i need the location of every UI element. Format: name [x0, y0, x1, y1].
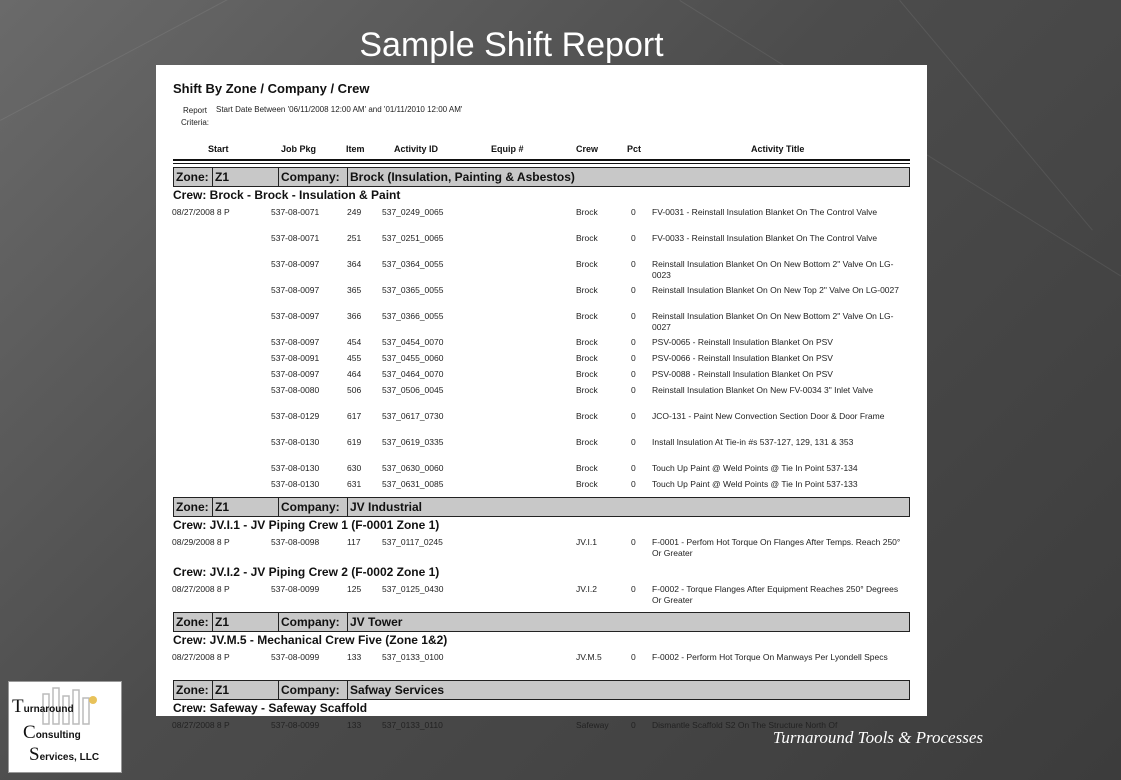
column-header: Activity ID — [394, 144, 439, 154]
activity-id-cell: 537_0366_0055 — [382, 311, 444, 321]
activity-id-cell: 537_0251_0065 — [382, 233, 444, 243]
activity-title-cell: PSV-0065 - Reinstall Insulation Blanket On PSV — [652, 337, 833, 347]
activity-id-cell: 537_0506_0045 — [382, 385, 444, 395]
logo-line-1: Turnaround — [12, 696, 74, 717]
zone-divider — [347, 613, 348, 631]
pct-cell: 0 — [631, 259, 636, 269]
item-cell: 251 — [347, 233, 362, 243]
crew-heading: Crew: JV.I.1 - JV Piping Crew 1 (F-0001 Zone 1) — [173, 518, 440, 532]
crew-heading: Crew: JV.I.2 - JV Piping Crew 2 (F-0002 Zone 1) — [173, 565, 440, 579]
column-header: Job Pkg — [281, 144, 317, 154]
pct-cell: 0 — [631, 479, 636, 489]
column-header: Equip # — [491, 144, 524, 154]
activity-title-cell: FV-0033 - Reinstall Insulation Blanket On The Control Valve — [652, 233, 878, 243]
pct-cell: 0 — [631, 369, 636, 379]
job-pkg-cell: 537-08-0071 — [271, 207, 320, 217]
job-pkg-cell: 537-08-0129 — [271, 411, 320, 421]
zone-divider — [347, 168, 348, 186]
item-cell: 454 — [347, 337, 362, 347]
zone-divider — [347, 498, 348, 516]
zone-divider — [278, 168, 279, 186]
report-criteria-value: Start Date Between '06/11/2008 12:00 AM' and '01/11/2010 12:00 AM' — [216, 105, 463, 114]
crew-cell: Brock — [576, 337, 598, 347]
item-cell: 455 — [347, 353, 362, 363]
job-pkg-cell: 537-08-0097 — [271, 337, 320, 347]
start-cell: 08/29/2008 8 P — [172, 537, 230, 547]
item-cell: 630 — [347, 463, 362, 473]
pct-cell: 0 — [631, 537, 636, 547]
crew-heading: Crew: Brock - Brock - Insulation & Paint — [173, 188, 401, 202]
activity-id-cell: 537_0249_0065 — [382, 207, 444, 217]
activity-title-cell: FV-0031 - Reinstall Insulation Blanket On The Control Valve — [652, 207, 878, 217]
report-criteria-label: Report Criteria: — [180, 106, 209, 127]
slide-title: Sample Shift Report — [359, 26, 664, 64]
pct-cell: 0 — [631, 233, 636, 243]
crew-cell: JV.M.5 — [576, 652, 602, 662]
crew-heading: Crew: JV.M.5 - Mechanical Crew Five (Zone 1&2) — [173, 633, 448, 647]
zone-bar — [173, 680, 910, 700]
job-pkg-cell: 537-08-0098 — [271, 537, 320, 547]
pct-cell: 0 — [631, 411, 636, 421]
activity-id-cell: 537_0455_0060 — [382, 353, 444, 363]
item-cell: 364 — [347, 259, 362, 269]
zone-value: Z1 — [215, 615, 230, 629]
zone-divider — [212, 613, 213, 631]
zone-value: Z1 — [215, 683, 230, 697]
activity-id-cell: 537_0631_0085 — [382, 479, 444, 489]
company-value: Brock (Insulation, Painting & Asbestos) — [350, 170, 575, 184]
activity-id-cell: 537_0365_0055 — [382, 285, 444, 295]
footer-tagline: Turnaround Tools & Processes — [772, 728, 983, 747]
company-label: Company: — [281, 170, 340, 184]
crew-cell: Brock — [576, 411, 598, 421]
item-cell: 366 — [347, 311, 362, 321]
pct-cell: 0 — [631, 437, 636, 447]
pct-cell: 0 — [631, 720, 636, 730]
activity-title-cell: Reinstall Insulation Blanket On On New Top 2" Valve On LG-0027 — [652, 285, 899, 295]
job-pkg-cell: 537-08-0097 — [271, 285, 320, 295]
item-cell: 117 — [347, 537, 361, 547]
job-pkg-cell: 537-08-0071 — [271, 233, 320, 243]
activity-id-cell: 537_0464_0070 — [382, 369, 444, 379]
column-header: Start — [208, 144, 229, 154]
crew-cell: Brock — [576, 285, 598, 295]
zone-label: Zone: — [176, 615, 209, 629]
company-value: Safway Services — [350, 683, 445, 697]
company-value: JV Industrial — [350, 500, 423, 514]
pct-cell: 0 — [631, 337, 636, 347]
start-cell: 08/27/2008 8 P — [172, 652, 230, 662]
activity-id-cell: 537_0617_0730 — [382, 411, 444, 421]
job-pkg-cell: 537-08-0097 — [271, 311, 320, 321]
job-pkg-cell: 537-08-0099 — [271, 584, 320, 594]
pct-cell: 0 — [631, 652, 636, 662]
report-title: Shift By Zone / Company / Crew — [173, 81, 370, 96]
item-cell: 365 — [347, 285, 362, 295]
pct-cell: 0 — [631, 311, 636, 321]
job-pkg-cell: 537-08-0099 — [271, 720, 320, 730]
zone-value: Z1 — [215, 170, 230, 184]
item-cell: 249 — [347, 207, 362, 217]
pct-cell: 0 — [631, 353, 636, 363]
zone-label: Zone: — [176, 170, 209, 184]
item-cell: 133 — [347, 652, 362, 662]
job-pkg-cell: 537-08-0097 — [271, 259, 320, 269]
pct-cell: 0 — [631, 385, 636, 395]
activity-title-cell: Touch Up Paint @ Weld Points @ Tie In Point 537-133 — [652, 479, 858, 489]
job-pkg-cell: 537-08-0099 — [271, 652, 320, 662]
item-cell: 617 — [347, 411, 362, 421]
company-label: Company: — [281, 500, 340, 514]
zone-bar — [173, 612, 910, 632]
header-rule — [173, 163, 910, 164]
company-logo — [8, 681, 122, 773]
crew-cell: Brock — [576, 385, 598, 395]
zone-divider — [278, 498, 279, 516]
activity-id-cell: 537_0454_0070 — [382, 337, 444, 347]
pct-cell: 0 — [631, 207, 636, 217]
job-pkg-cell: 537-08-0130 — [271, 437, 320, 447]
activity-title-cell: JCO-131 - Paint New Convection Section Door & Door Frame — [652, 411, 885, 421]
shift-report — [156, 65, 927, 730]
zone-divider — [212, 168, 213, 186]
activity-title-cell: Reinstall Insulation Blanket On New FV-0034 3" Inlet Valve — [652, 385, 874, 395]
logo-line-2: Consulting — [23, 722, 81, 743]
item-cell: 133 — [347, 720, 362, 730]
activity-id-cell: 537_0117_0245 — [382, 537, 443, 547]
item-cell: 464 — [347, 369, 362, 379]
activity-title-cell: F-0002 - Perform Hot Torque On Manways Per Lyondell Specs — [652, 652, 888, 662]
start-cell: 08/27/2008 8 P — [172, 584, 230, 594]
crew-cell: Brock — [576, 369, 598, 379]
logo-line-3: Services, LLC — [29, 744, 100, 765]
activity-id-cell: 537_0133_0110 — [382, 720, 443, 730]
item-cell: 506 — [347, 385, 362, 395]
start-cell: 08/27/2008 8 P — [172, 207, 230, 217]
crew-cell: JV.I.2 — [576, 584, 597, 594]
pct-cell: 0 — [631, 463, 636, 473]
header-rule — [173, 159, 910, 161]
crew-cell: Brock — [576, 353, 598, 363]
activity-title-cell: PSV-0088 - Reinstall Insulation Blanket On PSV — [652, 369, 833, 379]
job-pkg-cell: 537-08-0091 — [271, 353, 320, 363]
activity-title-cell: Install Insulation At Tie-in #s 537-127, 129, 131 & 353 — [652, 437, 854, 447]
zone-divider — [347, 681, 348, 699]
activity-title-cell: Touch Up Paint @ Weld Points @ Tie In Point 537-134 — [652, 463, 858, 473]
activity-title-cell: Reinstall Insulation Blanket On On New Bottom 2" Valve On LG-0023 — [652, 259, 894, 280]
zone-divider — [278, 613, 279, 631]
activity-title-cell: F-0001 - Perfom Hot Torque On Flanges After Temps. Reach 250° Or Greater — [652, 537, 901, 558]
activity-id-cell: 537_0133_0100 — [382, 652, 444, 662]
activity-id-cell: 537_0630_0060 — [382, 463, 444, 473]
job-pkg-cell: 537-08-0080 — [271, 385, 320, 395]
activity-id-cell: 537_0619_0335 — [382, 437, 444, 447]
crew-cell: Brock — [576, 311, 598, 321]
crew-cell: JV.I.1 — [576, 537, 597, 547]
pct-cell: 0 — [631, 285, 636, 295]
activity-id-cell: 537_0364_0055 — [382, 259, 444, 269]
job-pkg-cell: 537-08-0097 — [271, 369, 320, 379]
company-value: JV Tower — [350, 615, 403, 629]
column-header: Activity Title — [751, 144, 805, 154]
activity-title-cell: Reinstall Insulation Blanket On On New Bottom 2" Valve On LG-0027 — [652, 311, 894, 332]
company-label: Company: — [281, 683, 340, 697]
zone-divider — [278, 681, 279, 699]
zone-bar — [173, 167, 910, 187]
zone-bar — [173, 497, 910, 517]
crew-cell: Brock — [576, 233, 598, 243]
activity-title-cell: PSV-0066 - Reinstall Insulation Blanket On PSV — [652, 353, 833, 363]
zone-divider — [212, 498, 213, 516]
crew-cell: Safeway — [576, 720, 609, 730]
zone-divider — [212, 681, 213, 699]
zone-value: Z1 — [215, 500, 230, 514]
job-pkg-cell: 537-08-0130 — [271, 463, 320, 473]
start-cell: 08/27/2008 8 P — [172, 720, 230, 730]
crew-cell: Brock — [576, 437, 598, 447]
column-header: Crew — [576, 144, 599, 154]
item-cell: 619 — [347, 437, 362, 447]
pct-cell: 0 — [631, 584, 636, 594]
activity-title-cell: F-0002 - Torque Flanges After Equipment Reaches 250° Degrees Or Greater — [652, 584, 899, 605]
crew-cell: Brock — [576, 479, 598, 489]
crew-cell: Brock — [576, 259, 598, 269]
company-label: Company: — [281, 615, 340, 629]
crew-cell: Brock — [576, 463, 598, 473]
column-header: Pct — [627, 144, 642, 154]
item-cell: 125 — [347, 584, 362, 594]
zone-label: Zone: — [176, 683, 209, 697]
activity-id-cell: 537_0125_0430 — [382, 584, 444, 594]
column-header: Item — [346, 144, 365, 154]
zone-label: Zone: — [176, 500, 209, 514]
job-pkg-cell: 537-08-0130 — [271, 479, 320, 489]
activity-title-cell: Dismantle Scaffold S2 On The Structure North Of — [652, 720, 838, 730]
crew-heading: Crew: Safeway - Safeway Scaffold — [173, 701, 368, 715]
crew-cell: Brock — [576, 207, 598, 217]
item-cell: 631 — [347, 479, 362, 489]
